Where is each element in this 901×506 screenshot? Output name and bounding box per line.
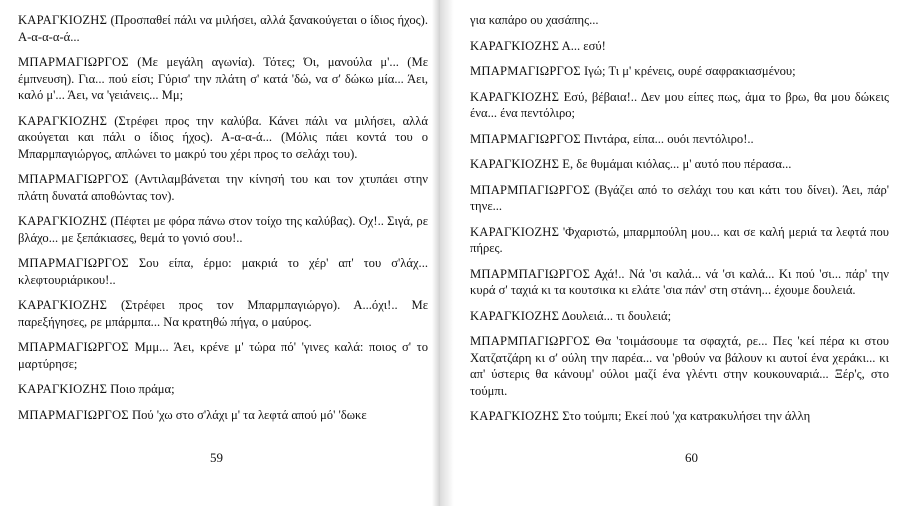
dialogue-paragraph [18, 113, 428, 163]
dialogue-paragraph [18, 171, 428, 204]
speaker-name: ΚΑΡΑΓΚΙΟΖΗΣ [470, 38, 560, 53]
right-page-text [470, 12, 889, 425]
speaker-name: ΜΠΑΡΜΑΓΙΩΡΓΟΣ [18, 256, 129, 270]
speaker-name: ΜΠΑΡΜΠΑΓΙΩΡΓΟΣ [470, 182, 591, 197]
speaker-name: ΜΠΑΡΜΠΑΓΙΩΡΓΟΣ [470, 266, 591, 281]
dialogue-text: Δουλειά... τι δουλειά; [561, 308, 672, 323]
dialogue-text: (Προσπαθεί πάλι να μιλήσει, αλλά ξανακούγεται ο ίδιος ήχος). Α-α-α-α-ά... [18, 13, 428, 44]
dialogue-paragraph [18, 213, 428, 246]
speaker-name: ΚΑΡΑΓΚΙΟΖΗΣ [470, 157, 560, 171]
speaker-name: ΚΑΡΑΓΚΙΟΖΗΣ [18, 298, 108, 312]
speaker-name: ΜΠΑΡΜΑΓΙΩΡΓΟΣ [18, 172, 129, 186]
page-number-left: 59 [210, 450, 223, 465]
dialogue-text: (Πέφτει με φόρα πάνω στον τοίχο της καλύβας). Οχ!.. Σιγά, ρε βλάχο... με ξεπάκιασες, θεμά το γονιό σου!.. [18, 214, 429, 245]
dialogue-text: Ιγώ; Τι μ' κρένεις, ουρέ σαφρακιασμένου; [583, 64, 796, 78]
dialogue-text: (Βγάζει από το σελάχι του και κάτι του δίνει). Άει, πάρ' τηνε... [470, 182, 890, 213]
dialogue-paragraph [18, 407, 428, 424]
speaker-name: ΚΑΡΑΓΚΙΟΖΗΣ [18, 382, 108, 396]
dialogue-text: 'Φχαριστώ, μπαρμπούλη μου... και σε καλή μεριά τα λεφτά που πήρες. [470, 224, 889, 255]
dialogue-text: Εσύ, βέβαια!.. Δεν μου είπες πως, άμα το βρω, θα μου δώκεις ένα... ένα πεντόλιρο; [470, 89, 889, 120]
dialogue-paragraph [470, 266, 889, 299]
dialogue-paragraph [470, 38, 889, 55]
dialogue-paragraph [470, 63, 889, 80]
dialogue-paragraph [18, 381, 428, 398]
speaker-name: ΚΑΡΑΓΚΙΟΖΗΣ [470, 308, 560, 323]
dialogue-text: (Αντιλαμβάνεται την κίνησή του και τον χτυπάει στην πλάτη δυνατά αποθώντας τον). [18, 172, 428, 203]
dialogue-text: (Με μεγάλη αγωνία). Τότες; Όι, μανούλα μ'... (Με έμπνευση). Για... πού είσι; Γύρισ' την πλάτη σ' κατά 'δώ, να σ' δώκω μία... Άει, καλό μ'... Άει, να 'γειάνεις... Μμ; [18, 55, 428, 102]
speaker-name: ΜΠΑΡΜΑΓΙΩΡΓΟΣ [470, 64, 581, 78]
speaker-name: ΜΠΑΡΜΑΓΙΩΡΓΟΣ [18, 407, 129, 422]
dialogue-paragraph [18, 297, 428, 330]
speaker-name: ΜΠΑΡΜΑΓΙΩΡΓΟΣ [18, 340, 129, 354]
dialogue-paragraph [470, 182, 889, 215]
dialogue-text: Πού 'χω στο σ'λάχι μ' τα λεφτά απού μό' 'δωκε [131, 407, 367, 422]
speaker-name: ΚΑΡΑΓΚΙΟΖΗΣ [470, 224, 560, 239]
dialogue-text: (Στρέφει προς την καλύβα. Κάνει πάλι να μιλήσει, αλλά ακούγεται και πάλι ο ίδιος ήχος). Α-α-α-ά... (Μόλις πάει κοντά του ο Μπαρμπαγιώργος, απλώνει το μακρύ του χέρι προς το σελάχι του). [18, 113, 428, 161]
dialogue-paragraph [470, 224, 889, 257]
dialogue-paragraph [470, 89, 889, 122]
dialogue-text: Πιντάρα, είπα... ουόι πεντόλιρο!.. [583, 131, 754, 146]
speaker-name: ΚΑΡΑΓΚΙΟΖΗΣ [470, 89, 560, 104]
dialogue-text: (Στρέφει προς τον Μπαρμπαγιώργο). Α...όχι!.. Με παρεξήγησες, ρε μπάρμπα... Να κρατηθώ πήγα, ο μαύρος. [18, 298, 428, 329]
dialogue-paragraph [470, 308, 889, 325]
dialogue-paragraph [18, 255, 428, 288]
dialogue-paragraph [470, 131, 889, 148]
speaker-name: ΜΠΑΡΜΑΓΙΩΡΓΟΣ [470, 131, 581, 146]
dialogue-paragraph [470, 333, 889, 399]
dialogue-text: Ποιο πράμα; [110, 382, 175, 396]
left-page [0, 0, 440, 506]
dialogue-paragraph [18, 339, 428, 372]
speaker-name: ΚΑΡΑΓΚΙΟΖΗΣ [18, 214, 108, 228]
dialogue-text: Μμμ... Άει, κρένε μ' τώρα πό' 'γινες καλά: ποιος σ' το μαρτύρησε; [18, 340, 428, 371]
dialogue-paragraph [470, 12, 889, 29]
dialogue-text: για καπάρο ου χασάπης... [470, 13, 599, 27]
page-number-right: 60 [685, 450, 698, 465]
gutter-shadow [432, 0, 440, 506]
dialogue-text: Σου είπα, έρμο: μακριά το χέρ' απ' του σ'λάχ... κλεφτουριάρικου!.. [18, 256, 429, 287]
dialogue-paragraph [470, 408, 889, 425]
left-page-text [18, 12, 428, 423]
gutter-shadow [440, 0, 454, 506]
dialogue-text: Α... εσύ! [561, 38, 606, 53]
dialogue-paragraph [18, 54, 428, 104]
speaker-name: ΚΑΡΑΓΚΙΟΖΗΣ [18, 13, 108, 27]
speaker-name: ΚΑΡΑΓΚΙΟΖΗΣ [18, 113, 108, 128]
dialogue-text: Αχά!.. Νά 'σι καλά... νά 'σι καλά... Κι πού 'σι... πάρ' την κυρά σ' ταχιά κι τα κουτσικα κι ελάτε 'σια πάν' στη στάνη... έχουμε δουλειά. [470, 266, 889, 297]
dialogue-text: Στο τούμπι; Εκεί πού 'χα κατρακυλήσει την άλλη [562, 409, 811, 423]
speaker-name: ΜΠΑΡΜΠΑΓΙΩΡΓΟΣ [470, 334, 591, 348]
speaker-name: ΜΠΑΡΜΑΓΙΩΡΓΟΣ [18, 55, 129, 69]
right-page [440, 0, 901, 506]
dialogue-text: Ε, δε θυμάμαι κιόλας... μ' αυτό που πέρασα... [562, 157, 792, 171]
speaker-name: ΚΑΡΑΓΚΙΟΖΗΣ [470, 409, 560, 423]
dialogue-text: Θα 'τοιμάσουμε τα σφαχτά, ρε... Πες 'κεί πέρα κι στου Χατζατζάρη κι σ' ούλη την παρέα... να 'ρθούν να βάλουν κι αυτοί ένα χεράκι... κι απ' ύστερις θα κάνουμ' ούλοι μαζί ένα γλέντι στην κουκουναριά... Ξέρ'ς, στο τούμπι. [470, 334, 889, 398]
dialogue-paragraph [470, 156, 889, 173]
dialogue-paragraph [18, 12, 428, 45]
